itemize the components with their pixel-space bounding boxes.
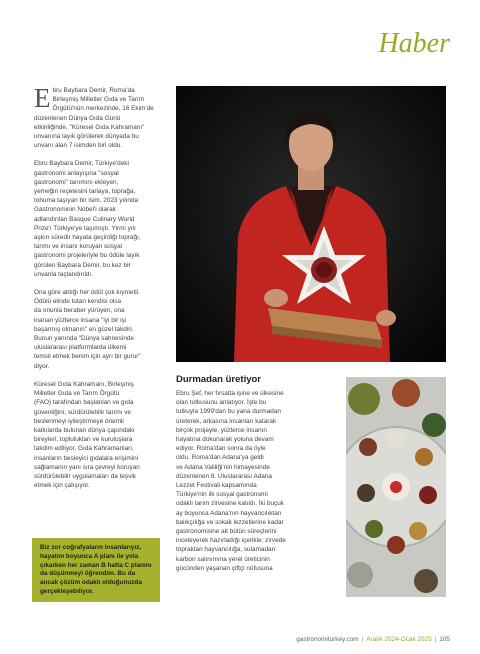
right-column <box>176 389 332 582</box>
pull-quote: Biz zor coğrafyaların insanlarıyız, hayatım boyunca A planı ile yola çıkarken her zaman B hatta C planını da düşünmeyi öğrendim. Bu da ancak çözüm odaklı olduğunuzda gerçekleşebiliyor. <box>32 538 160 602</box>
section-title: Haber <box>378 28 450 59</box>
subhead: Durmadan üretiyor <box>176 374 261 385</box>
drop-cap: E <box>34 83 51 113</box>
food-photo <box>346 377 446 597</box>
intro-paragraph <box>34 83 162 150</box>
page-number: 105 <box>439 636 450 643</box>
body-paragraph-4: Küresel Gıda Kahramanı, Birleşmiş Milletler Gıda ve Tarım Örgütü (FAO) tarafından başlatılan ve gıda güvenliğini, sürdürülebilir tarımı ve beslenmeyi iyileştirmeye önemli katkılarda bulunan dünya çapındaki bireyleri, toplulukları ve kuruluşlara takdim ediliyor. Gıda Kahramanları, insanların besleyici gıdalara erişimini sağlamanın yanı sıra çevreyi koruyan sürdürülebilir uygulamaları da teşvik etmek için çalışıyor. <box>34 380 140 490</box>
left-column <box>34 83 162 499</box>
footer-site: gastronomiturkey.com <box>296 636 359 643</box>
footer-separator: | <box>434 636 437 643</box>
body-paragraph-2: Ebru Baybara Demir, Türkiye'deki gastronomi anlayışına "sosyal gastronomi" tanımını ekleyen, yemeğin reçetesini tarlaya, toprağa, tohuma taşıyan bir isim. 2023 yılında Gastronominin Nobel'i olarak adlandırılan Basque Culinary World Prize'ı Türkiye'ye taşımıştı. Yirmi yılı aşkın süredir hayata geçirdiği toprağı, tarımı ve insanı koruyan sosyal gastronomi projeleriyle bu ödüle layık görülen Baybara Demir, bu kez bir unvanla taçlandırıldı. <box>34 160 141 278</box>
page-footer <box>250 636 450 643</box>
intro-text: bru Baybara Demir, Roma'da Birleşmiş Milletler Gıda ve Tarım Örgütü'nün merkezinde, 16 Ekim'de düzenlenen Dünya Gıda Günü etkinliğinde, "Küresel Gıda Kahramanı" unvanına layık görülerek dünyada bu unvanı alan 7 isimden biri oldu. <box>34 87 154 150</box>
portrait-photo <box>176 86 446 362</box>
right-paragraph: Ebru Şef, her fırsatta işine ve ülkesine olan tutkusunu anlatıyor. İşte bu tutkuyla 1999'dan bu yana durmadan üreterek, arkasına insanları katarak birçok projeyle, yüzlerce insanın hayatına dokunarak yoluna devam ediyor. Roma'dan sonra da öyle oldu. Roma'dan Adana'ya geldi ve Adana Valiliği'nin himayesinde düzenlenen 8. Uluslararası Adana Lezzet Festivali kapsamında Türkiye'nin ilk sosyal gastronomi odaklı tarım zirvesine katıldı. İki buçuk ay boyunca Adana'nın hayvancılıktan balıkçılığa ve sokak lezzetlerine kadar gastronomisine ait bütün süreçlerini inceleyerek hazırladığı içerikle; zirvede topraktan hayvancılığa, sulamadan karbon salınımına yerel üreticinin gücünden yaşanan çiftçi nüfusuna <box>176 390 286 572</box>
footer-separator: | <box>361 636 364 643</box>
body-paragraph-3: Ona göre aldığı her ödül çok kıymetli. Ödülü elinde tutan kendisi olsa da onunla beraber yürüyen, ona inanan yüzlerce insana "iyi bir işi başarmış olmanın" en güzel takdiri. Bunun yanında "Dünya sahnesinde uluslararası platformlarda ülkemi temsil etmek benim için ayrı bir gurur" diyor. <box>34 289 141 370</box>
footer-issue: Aralık 2024-Ocak 2025 <box>366 636 432 643</box>
